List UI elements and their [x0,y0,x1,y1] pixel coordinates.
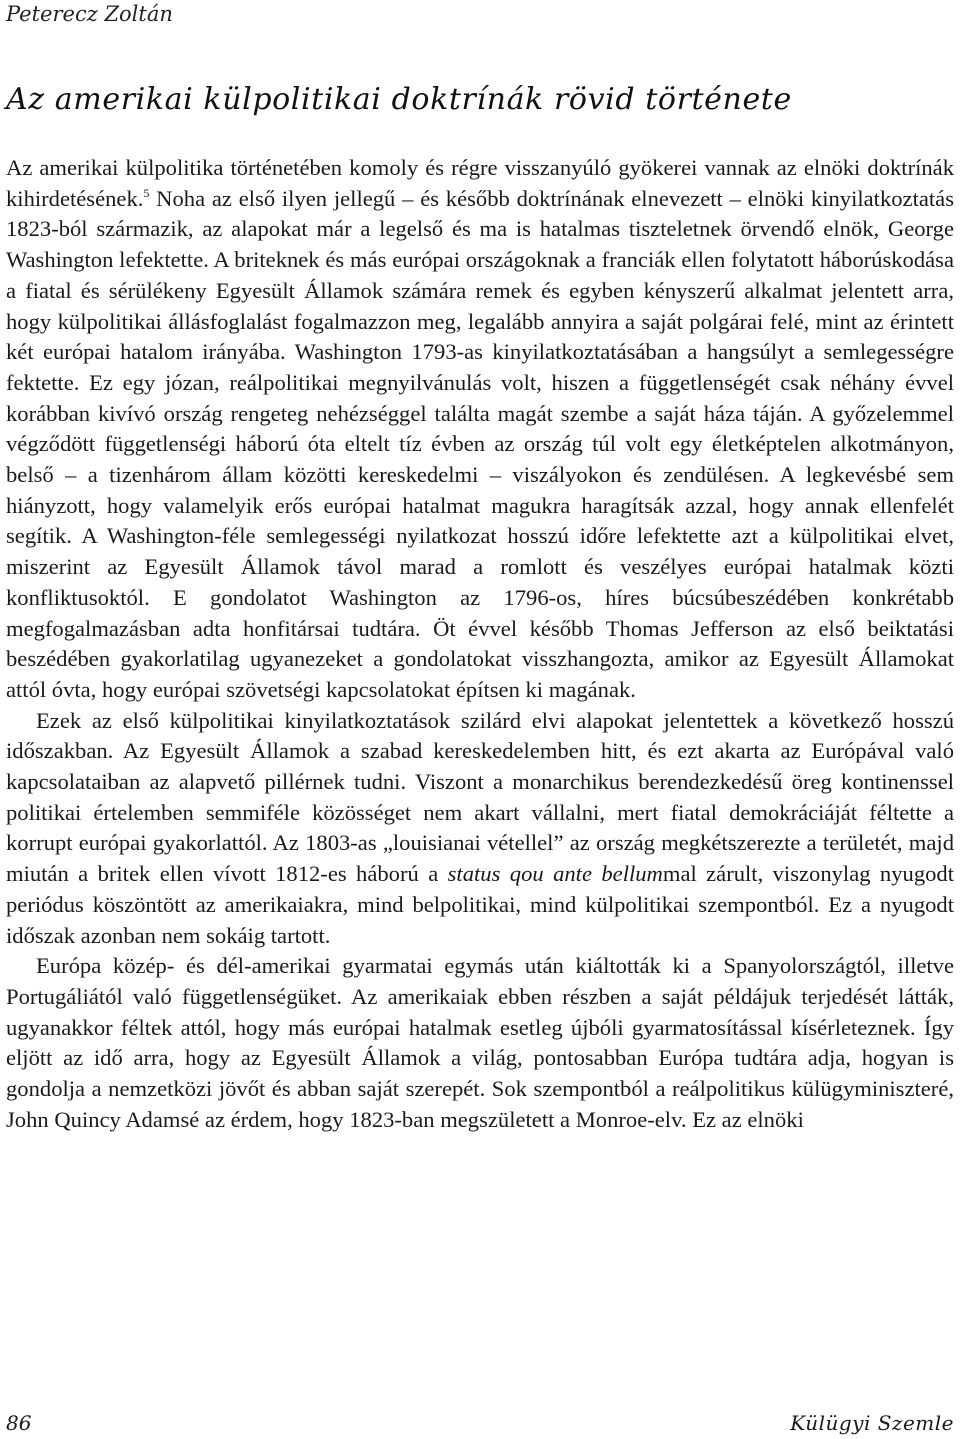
running-head-author: Peterecz Zoltán [6,2,173,26]
article-title: Az amerikai külpolitikai doktrínák rövid története [6,82,792,117]
paragraph-1-text-rest: Noha az első ilyen jellegű – és később doktrínának elnevezett – elnöki kinyilatkoztatás 1823-ból származik, az alapokat már a legelső és ma is hatalmas tiszteletnek örvendő elnök, George Washington lefektette. A briteknek és más európai országoknak a franciák ellen folytatott háborúskodása a fiatal és sérülékeny Egyesült Államok számára remek és egyben kényszerű alkalmat jelentett arra, hogy külpolitikai állásfoglalást fogalmazzon meg, legalább annyira a saját polgárai felé, mint az érintett két európai hatalom irányába. Washington 1793-as kinyilatkoztatásában a hangsúlyt a semlegességre fektette. Ez egy józan, reálpolitikai megnyilvánulás volt, hiszen a függetlenségét csak néhány évvel korábban kivívó ország rengeteg nehézséggel találta magát szembe a saját háza táján. A győzelemmel végződött függetlenségi háború óta eltelt tíz évben az ország túl volt egy életképtelen alkotmányon, belső – a tizenhárom állam közötti kereskedelmi – viszályokon és zendülésen. A legkevésbé sem hiányzott, hogy valamelyik erős európai hatalmat magukra haragítsák azzal, hogy annak ellenfelét segítik. A Washington-féle semlegességi nyilatkozat hosszú időre lefektette azt a külpolitikai elvet, miszerint az Egyesült Államok távol marad a romlott és veszélyes európai hatalmak közti konfliktusoktól. E gondolatot Washington az 1796-os, híres búcsúbeszédében konkrétabb megfogalmazásban adta honfitársai tudtára. Öt évvel később Thomas Jefferson az első beiktatási beszédében gyakorlatilag ugyanezeket a gondolatokat visszhangozta, amikor az Egyesült Államokat attól óvta, hogy európai szövetségi kapcsolatokat építsen ki magának. [6,185,954,702]
paragraph-2 [6,706,954,952]
paragraph-1-text-start: Az amerikai külpolitika történetében komoly és régre visszanyúló gyökerei vannak az elnöki doktrínák kihirdetésének. [6,155,954,211]
paragraph-2-text-start: Ezek az első külpolitikai kinyilatkoztatások szilárd elvi alapokat jelentettek a következő hosszú időszakban. Az Egyesült Államok a szabad kereskedelemben hitt, és ezt akarta az Európával való kapcsolataiban az alapvető pillérnek tudni. Viszont a monarchikus berendezkedésű öreg kontinenssel politikai értelemben semmiféle közösséget nem akart vállalni, mert fiatal demokráciáját féltette a korrupt európai gyakorlattól. Az 1803-as „louisianai vétellel” az ország megkétszerezte a területét, majd miután a britek ellen vívott 1812-es háború a [6,707,954,887]
paragraph-1 [6,153,954,706]
article-body [6,153,954,1136]
paragraph-3: Európa közép- és dél-amerikai gyarmatai egymás után kiáltották ki a Spanyolországtól, illetve Portugáliától való függetlenségüket. Az amerikaiak ebben részben a saját példájuk terjedését látták, ugyanakkor féltek attól, hogy más európai hatalmak esetleg újbóli gyarmatosítással kísérleteznek. Így eljött az idő arra, hogy az Egyesült Államok a világ, pontosabban Európa tudtára adja, hogyan is gondolja a nemzetközi jövőt és abban saját szerepét. Sok szempontból a reálpolitikus külügyminiszteré, John Quincy Adamsé az érdem, hogy 1823-ban megszületett a Monroe-elv. Ez az elnöki [6,953,954,1132]
paragraph-2-text-rest: mal zárult, viszonylag nyugodt periódus köszöntött az amerikaiakra, mind belpolitikai, mind külpolitikai szempontból. Ez a nyugodt időszak azonban nem sokáig tartott. [6,861,954,948]
journal-name: Külügyi Szemle [790,1411,954,1435]
page-number: 86 [6,1411,32,1435]
footnote-reference-5[interactable]: 5 [143,185,150,200]
latin-phrase: status qou ante bellum [447,861,663,887]
